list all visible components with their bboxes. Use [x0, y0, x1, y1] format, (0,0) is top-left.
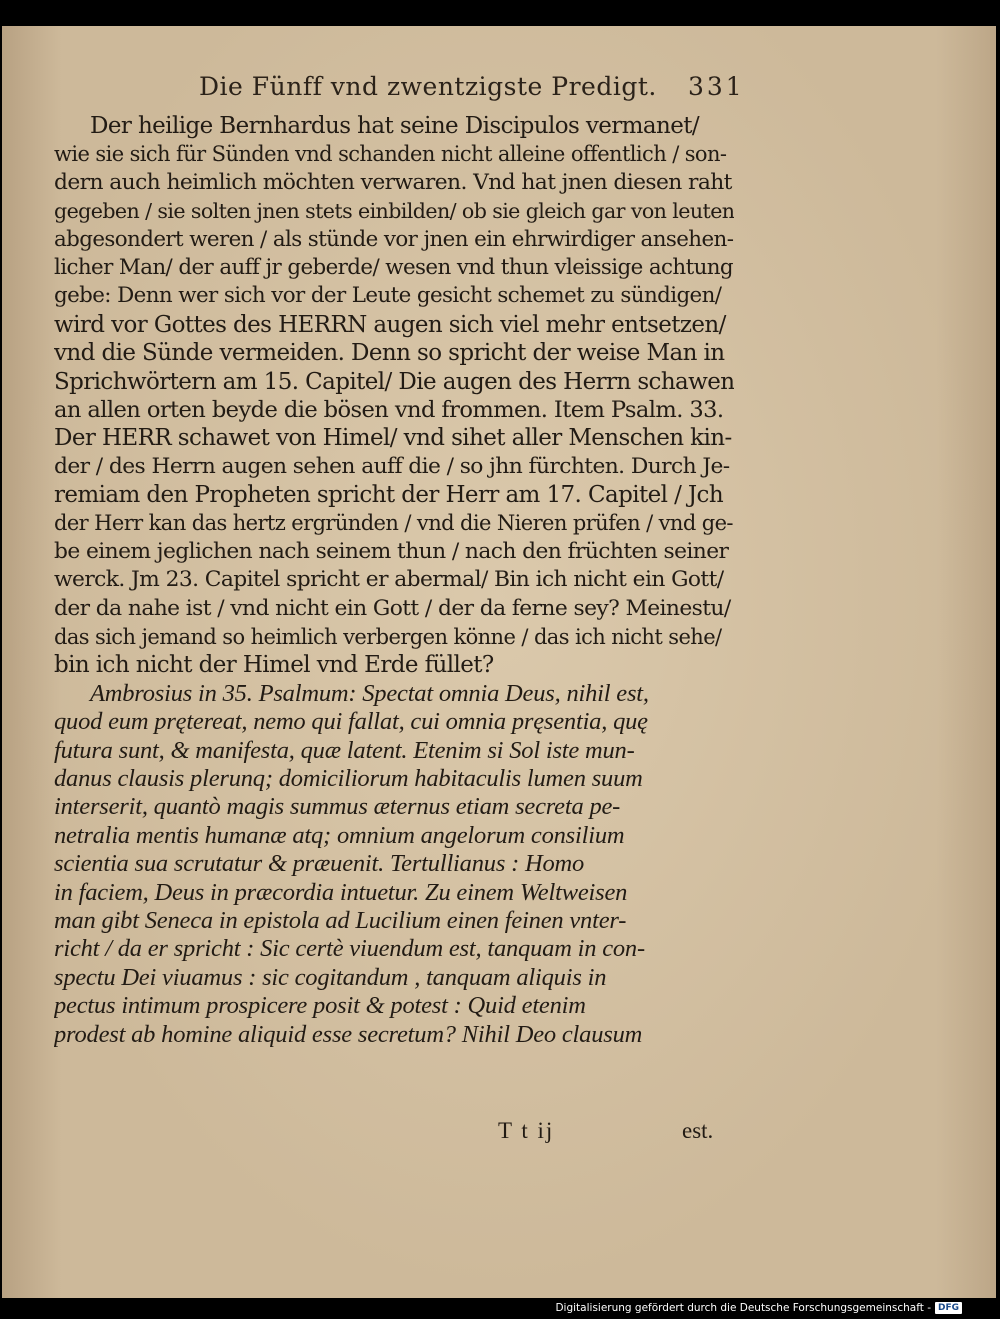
text-line: pectus intimum prospicere posit & potest : Quid etenim [54, 992, 586, 1020]
text-line: vnd die Sünde vermeiden. Denn so spricht der weise Man in [54, 340, 725, 367]
text-line: prodest ab homine aliquid esse secretum? Nihil Deo clausum [54, 1020, 643, 1048]
text-line: in faciem, Deus in præcordia intuetur. Zu einem Weltweisen [54, 878, 628, 906]
text-line: remiam den Propheten spricht der Herr am 17. Capitel / Jch [54, 482, 724, 509]
text-line: abgesondert weren / als stünde vor jnen ein ehrwirdiger ansehen- [54, 226, 734, 252]
body-text [54, 112, 734, 1049]
text-line: Der heilige Bernhardus hat seine Discipulos vermanet/ [90, 113, 699, 139]
printer-signature: T t ij [498, 1118, 555, 1143]
book-page [2, 26, 996, 1298]
text-line: richt / da er spricht : Sic certè viuendum est, tanquam in con- [54, 935, 645, 963]
text-line: gebe: Denn wer sich vor der Leute gesicht schemet zu sündigen/ [54, 283, 722, 309]
running-head [2, 72, 996, 106]
text-line: der da nahe ist / vnd nicht ein Gott / der da ferne sey? Meinestu/ [54, 595, 731, 621]
text-line: dern auch heimlich möchten verwaren. Vnd hat jnen diesen raht [54, 169, 732, 195]
text-line: futura sunt, & manifesta, quæ latent. Etenim si Sol iste mun- [54, 736, 635, 764]
funding-footer [555, 1299, 962, 1317]
text-line: Der HERR schawet von Himel/ vnd sihet aller Menschen kin- [54, 425, 732, 452]
text-line: be einem jeglichen nach seinem thun / nach den früchten seiner [54, 538, 729, 564]
text-line: netralia mentis humanæ atq; omnium angelorum consilium [54, 821, 625, 849]
text-line: Sprichwörtern am 15. Capitel/ Die augen des Herrn schawen [54, 368, 734, 395]
text-line: man gibt Seneca in epistola ad Lucilium einen feinen vnter- [54, 906, 627, 934]
signature-line [54, 1118, 734, 1148]
text-line: quod eum prętereat, nemo qui fallat, cui omnia pręsentia, quę [54, 708, 648, 736]
text-line: scientia sua scrutatur & præuenit. Tertullianus : Homo [54, 850, 585, 878]
text-line: Ambrosius in 35. Psalmum: Spectat omnia Deus, nihil est, [90, 679, 649, 707]
catchword: est. [682, 1118, 714, 1143]
text-line: bin ich nicht der Himel vnd Erde füllet? [54, 652, 494, 679]
text-line: das sich jemand so heimlich verbergen könne / das ich nicht sehe/ [54, 625, 722, 650]
text-line: der Herr kan das hertz ergründen / vnd die Nieren prüfen / vnd ge- [54, 511, 733, 536]
text-line: der / des Herrn augen sehen auff die / so jhn fürchten. Durch Je- [54, 453, 730, 479]
text-line: gegeben / sie solten jnen stets einbilden/ ob sie gleich gar von leuten [54, 199, 734, 224]
text-line: licher Man/ der auff jr geberde/ wesen vnd thun vleissige achtung [54, 254, 734, 280]
text-line: danus clausis plerunq; domiciliorum habitaculis lumen suum [54, 764, 643, 792]
text-line: wird vor Gottes des HERRN augen sich viel mehr entsetzen/ [54, 311, 726, 338]
running-head-title: Die Fünff vnd zwentzigste Predigt. [199, 72, 657, 101]
text-line: spectu Dei viuamus : sic cogitandum , tanquam aliquis in [54, 963, 607, 991]
dfg-logo: DFG [935, 1302, 962, 1314]
text-line: werck. Jm 23. Capitel spricht er abermal/ Bin ich nicht ein Gott/ [54, 567, 724, 593]
text-line: interserit, quantò magis summus æternus etiam secreta pe- [54, 793, 621, 821]
text-line: an allen orten beyde die bösen vnd frommen. Item Psalm. 33. [54, 396, 724, 423]
funding-footer-text: Digitalisierung gefördert durch die Deutsche Forschungsgemeinschaft - [555, 1302, 931, 1314]
page-number: 331 [688, 72, 745, 101]
text-line: wie sie sich für Sünden vnd schanden nicht alleine offentlich / son- [54, 142, 727, 167]
